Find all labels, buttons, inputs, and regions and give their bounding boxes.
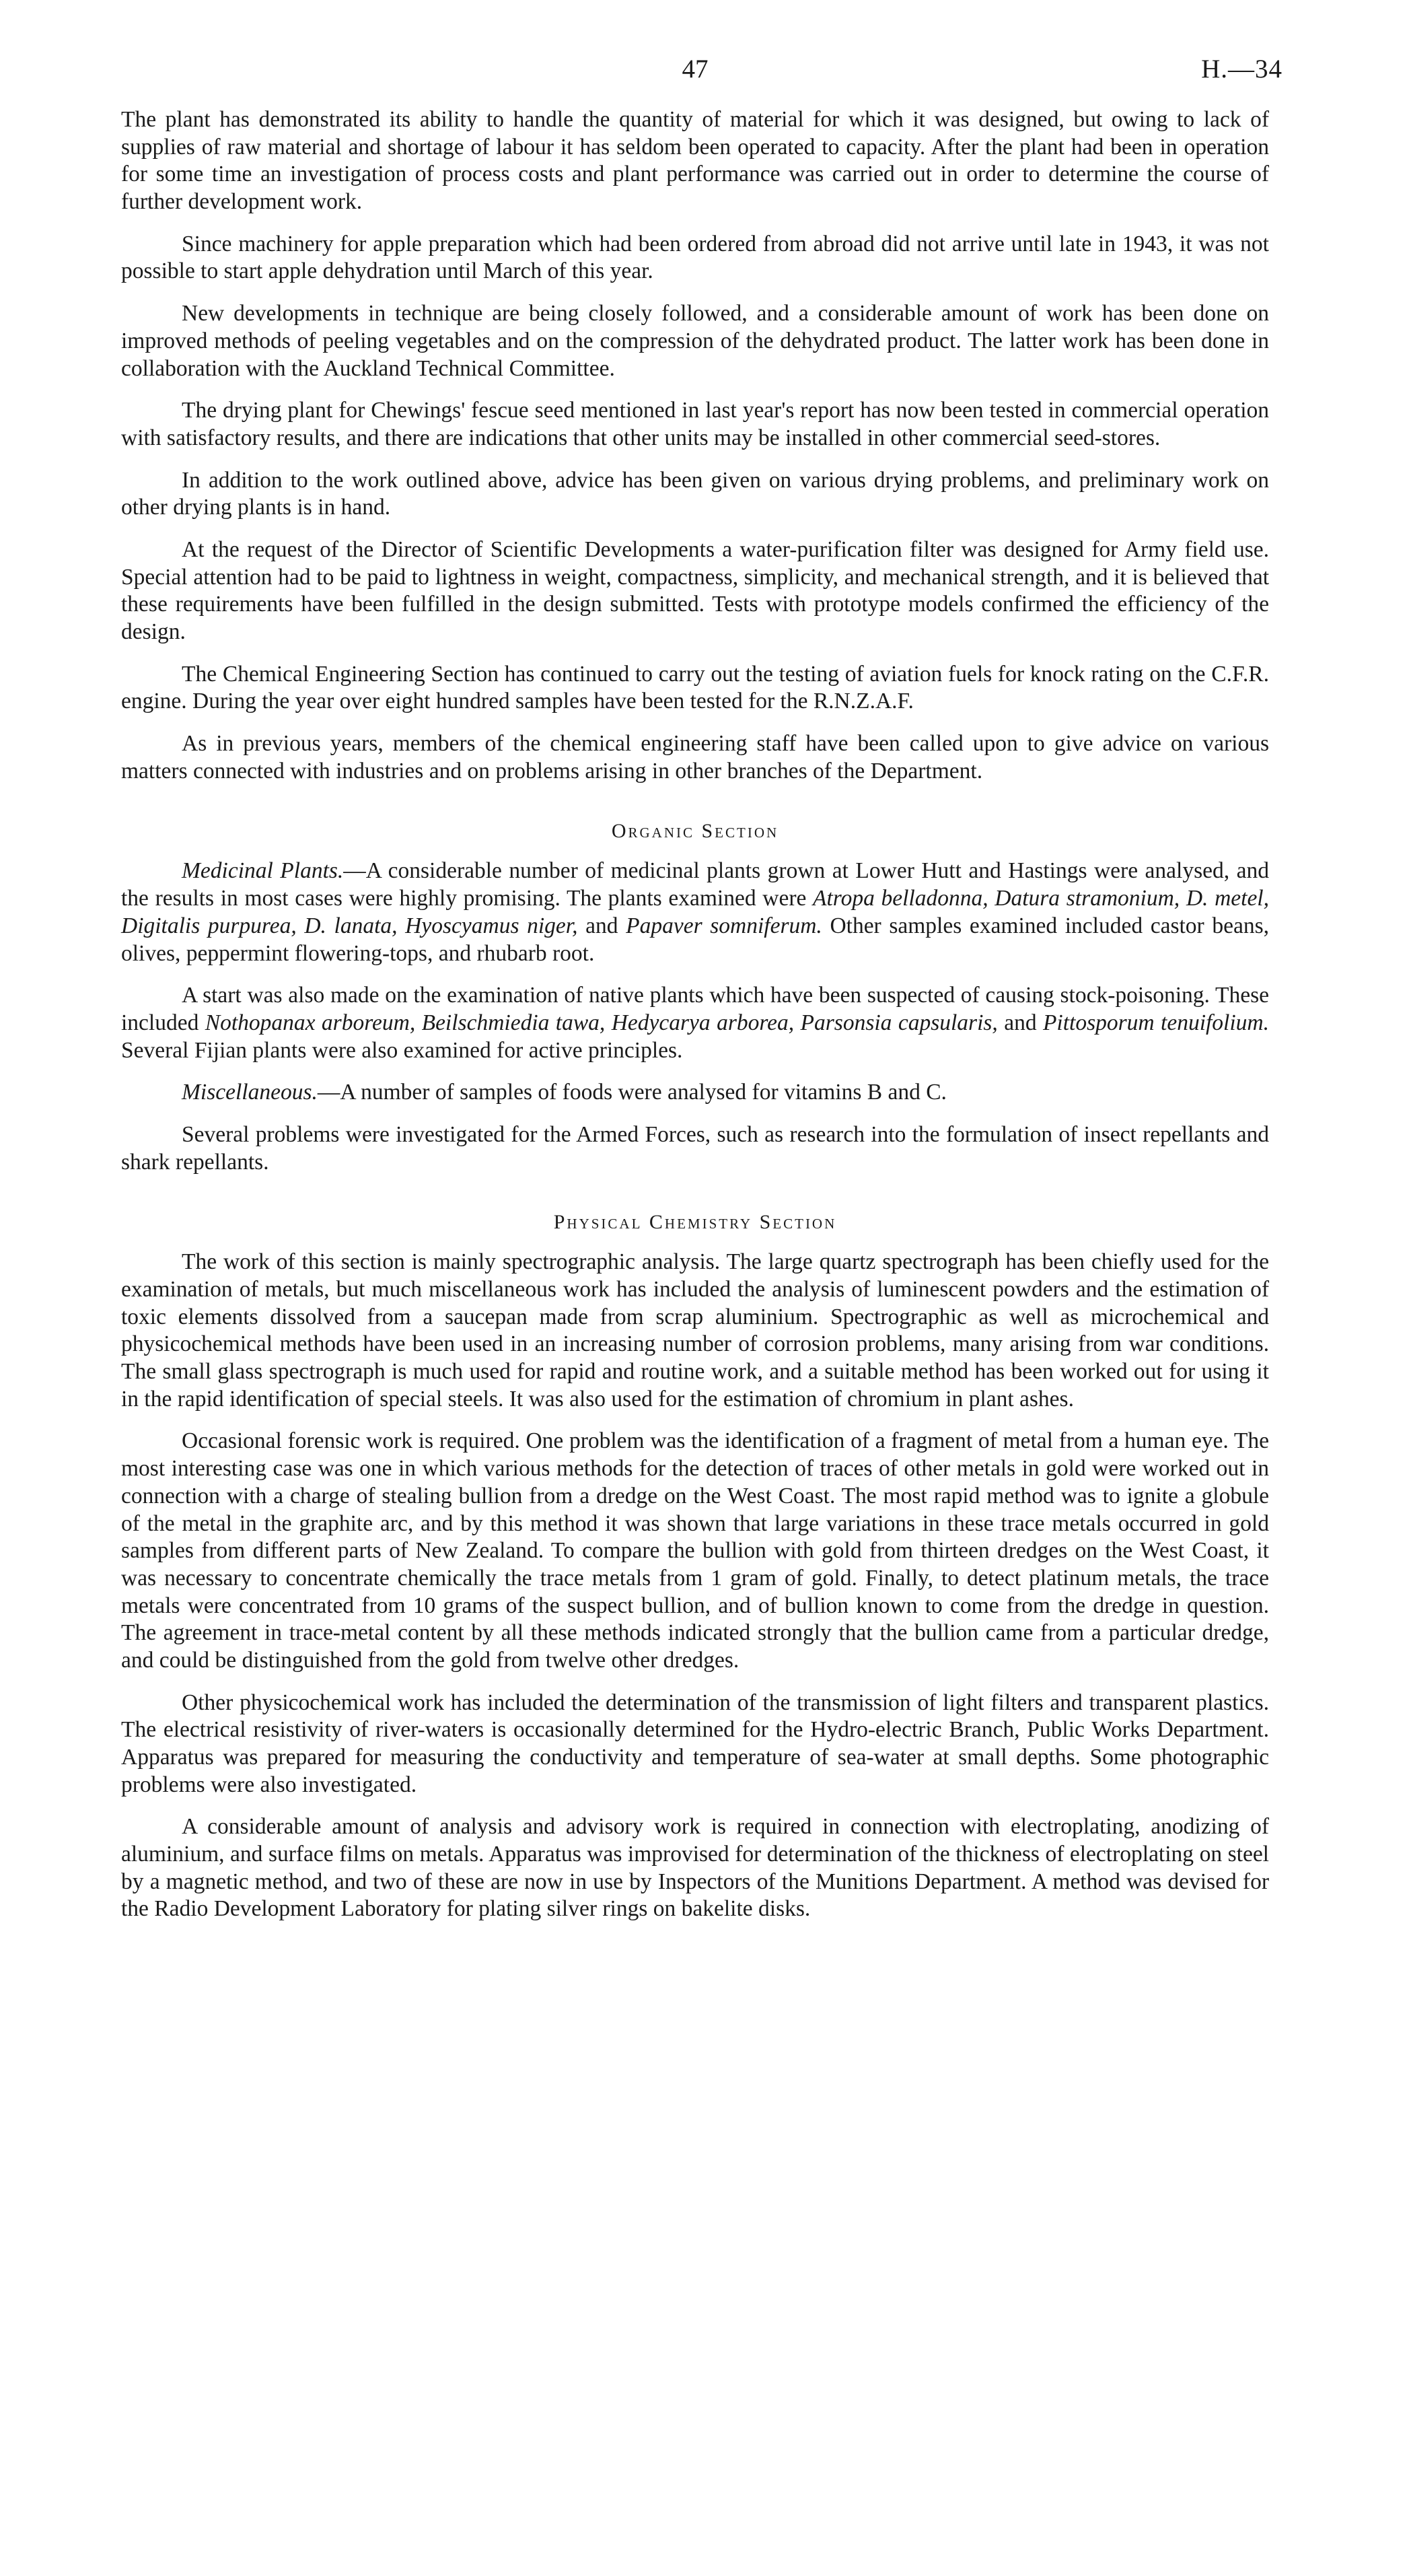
paragraph-spectrographic-analysis: The work of this section is mainly spectrographic analysis. The large quartz spectrograph has been chiefly used for the examination of metals, but much miscellaneous work has included the analysis of luminescent powders and the estimation of toxic elements dissolved from a saucepan made from scrap aluminium. Spectrographic as well as microchemical and physicochemical methods have been used in an increasing number of corrosion problems, many arising from war conditions. The small glass spectrograph is much used for rapid and routine work, and a suitable method has been worked out for using it in the rapid identification of special steels. It was also used for the estimation of chromium in plant ashes.: [121, 1249, 1269, 1412]
species-list-native: Nothopanax arboreum, Beilschmiedia tawa, Hedycarya arborea, Parsonsia capsularis,: [205, 1010, 998, 1035]
page: [121, 54, 1283, 1938]
conjunction: and: [577, 913, 626, 938]
paragraph-forensic-work: Occasional forensic work is required. One problem was the identification of a fragment of metal from a human eye. The most interesting case was one in which various methods for the detection of traces of other metals in gold were worked out in connection with a charge of stealing bullion from a dredge on the West Coast. The most rapid method was to ignite a globule of the metal in the graphite arc, and by this method it was shown that large variations in these trace metals occurred in gold samples from different parts of New Zealand. To compare the bullion with gold from thirteen dredges on the West Coast, it was necessary to concentrate chemically the trace metals from 1 gram of gold. Finally, to detect platinum metals, the trace metals were concentrated from 10 grams of the suspect bullion, and of bullion known to come from the dredge in question. The agreement in trace-metal content by all these methods indicated strongly that the bullion came from a particular dredge, and could be distinguished from the gold from twelve other dredges.: [121, 1428, 1269, 1673]
miscellaneous-text: —A number of samples of foods were analysed for vitamins B and C.: [317, 1080, 947, 1105]
conjunction: and: [997, 1010, 1043, 1035]
document-reference: H.—34: [1201, 55, 1283, 83]
run-in-heading-miscellaneous: Miscellaneous.: [182, 1080, 318, 1105]
section-heading-organic: Organic Section: [611, 820, 779, 843]
native-text-2: Several Fijian plants were also examined for active principles.: [121, 1037, 683, 1063]
paragraph-advisory-work: As in previous years, members of the chemical engineering staff have been called upon to give advice on various matters connected with industries and on problems arising in other branches of the Department.: [121, 731, 1269, 784]
run-in-heading-medicinal: Medicinal Plants.: [182, 858, 344, 884]
paragraph-aviation-fuels: The Chemical Engineering Section has continued to carry out the testing of aviation fuels for knock rating on the C.F.R. engine. During the year over eight hundred samples have been tested for the R.N.Z.A.F.: [121, 661, 1269, 714]
paragraph-apple-machinery: Since machinery for apple preparation which had been ordered from abroad did not arrive until late in 1943, it was not possible to start apple dehydration until March of this year.: [121, 231, 1269, 284]
paragraph-native-plants: [121, 982, 1269, 1064]
page-header: [121, 54, 1283, 94]
species-pittosporum: Pittosporum tenuifolium.: [1042, 1010, 1269, 1035]
paragraph-drying-advice: In addition to the work outlined above, advice has been given on various drying problems, and preliminary work on other drying plants is in hand.: [121, 467, 1269, 520]
paragraph-water-filter: At the request of the Director of Scientific Developments a water-purification filter was designed for Army field use. Special attention had to be paid to lightness in weight, compactness, simplicity, and mechanical strength, and it is believed that these requirements have been fulfilled in the design submitted. Tests with prototype models confirmed the efficiency of the design.: [121, 536, 1269, 644]
paragraph-physicochemical-work: Other physicochemical work has included the determination of the transmission of light filters and transparent plastics. The electrical resistivity of river-waters is occasionally determined for the Hydro-electric Branch, Public Works Department. Apparatus was prepared for measuring the conductivity and temperature of sea-water at small depths. Some photographic problems were also investigated.: [121, 1690, 1269, 1797]
paragraph-electroplating: A considerable amount of analysis and advisory work is required in connection with electroplating, anodizing of aluminium, and surface films on metals. Apparatus was improvised for determination of the thickness of electroplating on steel by a magnetic method, and two of these are now in use by Inspectors of the Munitions Department. A method was devised for the Radio Development Laboratory for plating silver rings on bakelite disks.: [121, 1814, 1269, 1922]
paragraph-new-developments: New developments in technique are being closely followed, and a considerable amount of work has been done on improved methods of peeling vegetables and on the compression of the dehydrated product. The latter work has been done in collaboration with the Auckland Technical Committee.: [121, 301, 1269, 381]
species-papaver: Papaver somniferum.: [626, 913, 822, 938]
page-number: 47: [682, 55, 709, 83]
paragraph-armed-forces: Several problems were investigated for the Armed Forces, such as research into the formulation of insect repellants and shark repellants.: [121, 1121, 1269, 1175]
paragraph-plant-capacity: The plant has demonstrated its ability to handle the quantity of material for which it was designed, but owing to lack of supplies of raw material and shortage of labour it has seldom been operated to capacity. After the plant had been in operation for some time an investigation of process costs and plant performance was carried out in order to determine the course of further development work.: [121, 107, 1269, 215]
native-text-1: A start was also made on the examination of native plants which have been suspected of causing stock-poisoning. These included: [121, 983, 1269, 1035]
medicinal-text-1: —A considerable number of medicinal plants grown at Lower Hutt and Hastings were analysed, and the results in most cases were highly promising. The plants examined were: [121, 858, 1269, 911]
paragraph-miscellaneous: [121, 1079, 1269, 1107]
paragraph-drying-plant: The drying plant for Chewings' fescue seed mentioned in last year's report has now been tested in commercial operation with satisfactory results, and there are indications that other units may be installed in other commercial seed-stores.: [121, 398, 1269, 450]
species-list-1: Atropa belladonna, Datura stramonium, D. metel, Digitalis purpurea, D. lanata, Hyoscyamus niger,: [121, 886, 1269, 938]
paragraph-medicinal-plants: [121, 858, 1269, 967]
medicinal-text-2: Other samples examined included castor beans, olives, peppermint flowering-tops, and rhubarb root.: [121, 913, 1269, 966]
section-heading-physical-chemistry: Physical Chemistry Section: [553, 1211, 837, 1234]
